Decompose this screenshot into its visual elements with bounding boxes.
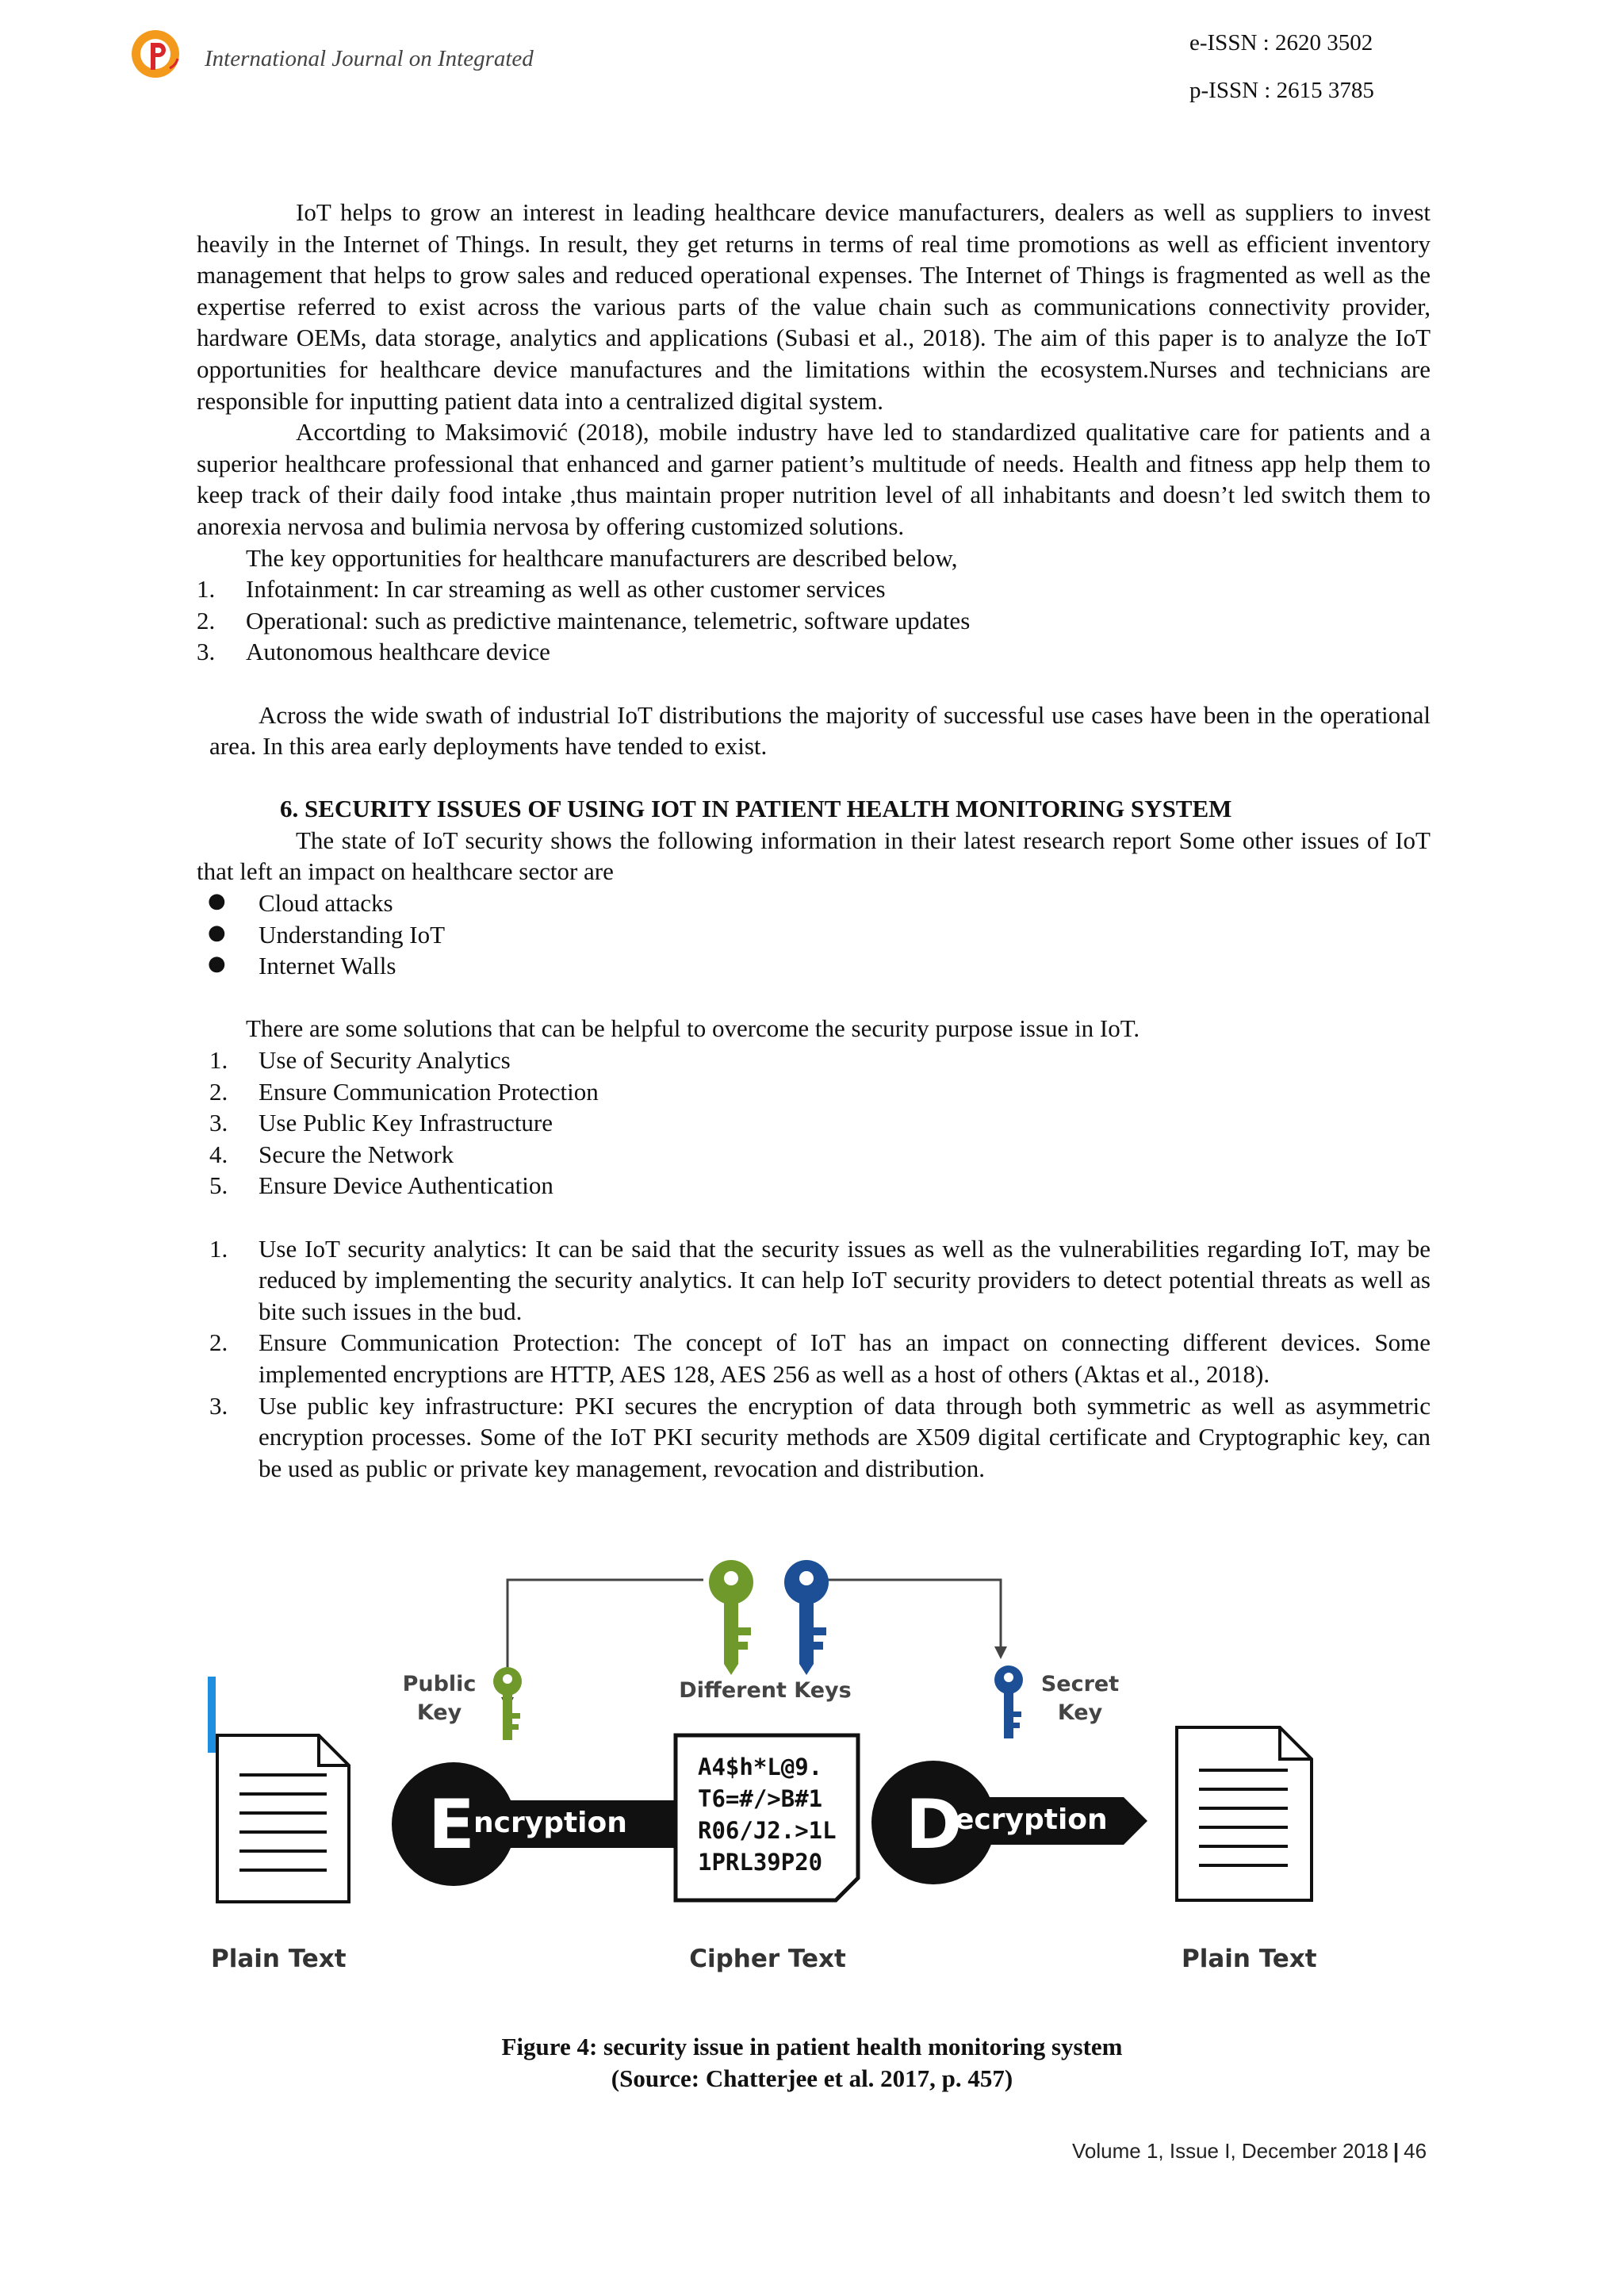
issues-list	[197, 887, 1431, 982]
list-item: 2. Operational: such as predictive maintenance, telemetric, software updates	[197, 606, 971, 634]
paragraph-state-of-security: The state of IoT security shows the following information in their latest research report Some other issues of IoT that left an impact on healthcare sector are	[197, 826, 1431, 886]
footer-separator: |	[1392, 2139, 1400, 2163]
plain-text-label-right: Plain Text	[1182, 1945, 1317, 1973]
list-item: 2. Ensure Communication Protection: The concept of IoT has an impact on connecting different devices. Some implemented encryptions are HTTP, AES 128, AES 256 as well as a host of others (Aktas et al., 2018).	[209, 1328, 1431, 1388]
decryption-initial: D	[906, 1785, 963, 1865]
list-item: 2. Ensure Communication Protection	[209, 1077, 599, 1106]
blue-key-icon	[784, 1560, 829, 1675]
encryption-key-shape	[392, 1762, 707, 1886]
green-key-icon	[709, 1560, 753, 1675]
public-key-icon	[493, 1667, 522, 1740]
secret-key-label: Secret	[1040, 1672, 1120, 1696]
cipher-line: A4$h*L@9.	[698, 1754, 823, 1780]
paragraph-key-opportunities: The key opportunities for healthcare manufacturers are described below,	[246, 543, 958, 572]
paragraph-maksimovic: Accortding to Maksimović (2018), mobile industry have led to standardized qualitative care for patients and a superior healthcare professional that enhanced and garner patient’s multitude of needs. Health and fitness app help them to keep track of their daily food intake ,thus maintain proper nutrition level of all inhabitants and doesn’t led switch them to anorexia nervosa and bulimia nervosa by offering customized solutions.	[197, 418, 1431, 540]
list-item: ● Understanding IoT	[208, 920, 446, 949]
list-item: 3. Use public key infrastructure: PKI secures the encryption of data through both symmetric as well as asymmetric encryption processes. Some of the IoT PKI security methods are X509 digital certificate and Cryptographic key, can be used as public or private key management, revocation and distribution.	[209, 1391, 1431, 1482]
cipher-text-document	[676, 1735, 858, 1900]
body-text	[197, 197, 1431, 1484]
cipher-line: T6=#/>B#1	[698, 1785, 823, 1812]
plain-text-document-icon-right	[1177, 1727, 1312, 1900]
list-item: 1. Use IoT security analytics: It can be said that the security issues as well as the vulnerabilities regarding IoT, may be reduced by implementing the security analytics. It can help IoT security providers to detect potential threats as well as bite such issues in the bud.	[209, 1234, 1431, 1325]
list-item: ● Internet Walls	[208, 952, 396, 980]
plain-text-label-left: Plain Text	[211, 1945, 347, 1973]
decryption-label: ecryption	[955, 1803, 1108, 1836]
decryption-key-shape	[871, 1761, 1147, 1884]
encryption-initial: E	[428, 1785, 475, 1865]
section-heading: 6. SECURITY ISSUES OF USING IOT IN PATIENT HEALTH MONITORING SYSTEM	[280, 795, 1232, 823]
public-key-label-2: Key	[416, 1700, 462, 1725]
list-item: 1. Use of Security Analytics	[209, 1046, 511, 1075]
encryption-figure	[208, 1554, 1350, 1999]
list-item: 3. Autonomous healthcare device	[197, 638, 550, 666]
solution-details-list	[197, 1233, 1431, 1485]
p-issn: p-ISSN : 2615 3785	[1189, 78, 1374, 103]
e-issn: e-ISSN : 2620 3502	[1189, 30, 1373, 56]
cipher-text-label: Cipher Text	[689, 1945, 846, 1973]
plain-text-document-icon	[217, 1735, 349, 1902]
page-number: 46	[1404, 2139, 1427, 2163]
solutions-list	[197, 1045, 1431, 1202]
public-key-label: Public	[402, 1672, 477, 1696]
figure-source: (Source: Chatterjee et al. 2017, p. 457)	[611, 2064, 1013, 2092]
encryption-label: ncryption	[473, 1807, 627, 1839]
paragraph-operational-area: Across the wide swath of industrial IoT distributions the majority of successful use cases have been in the operational area. In this area early deployments have tended to exist.	[209, 700, 1431, 761]
figure-caption: Figure 4: security issue in patient health monitoring system	[501, 2033, 1123, 2060]
cipher-line: 1PRL39P20	[698, 1849, 823, 1876]
secret-key-icon	[994, 1665, 1023, 1738]
different-keys-label: Different Keys	[679, 1678, 852, 1703]
list-item: 1. Infotainment: In car streaming as well as other customer services	[197, 575, 886, 604]
list-item: 3. Use Public Key Infrastructure	[209, 1109, 553, 1137]
cipher-line: R06/J2.>1L	[698, 1817, 837, 1844]
list-item: 5. Ensure Device Authentication	[209, 1171, 553, 1200]
list-item: ● Cloud attacks	[208, 889, 393, 918]
journal-name: International Journal on Integrated	[205, 46, 534, 71]
page-footer	[1072, 2139, 1427, 2164]
volume-info: Volume 1, Issue I, December 2018	[1072, 2139, 1388, 2163]
list-item: 4. Secure the Network	[209, 1140, 454, 1168]
secret-key-label-2: Key	[1057, 1700, 1103, 1725]
paragraph-iot-growth: IoT helps to grow an interest in leading healthcare device manufacturers, dealers as well as suppliers to invest heavily in the Internet of Things. In result, they get returns in terms of real time promotions as well as efficient inventory management that helps to grow sales and reduced operational expenses. The Internet of Things is fragmented as well as the expertise referred to exist across the various parts of the value chain such as communications connectivity provider, hardware OEMs, data storage, analytics and applications (Subasi et al., 2018). The aim of this paper is to analyze the IoT opportunities for healthcare device manufactures and the limitations within the ecosystem.Nurses and technicians are responsible for inputting patient data into a centralized digital system.	[197, 198, 1431, 415]
paragraph-solutions-intro: There are some solutions that can be helpful to overcome the security purpose issue in IoT.	[246, 1014, 1140, 1043]
opportunities-list	[197, 573, 1431, 668]
journal-logo	[127, 24, 186, 82]
